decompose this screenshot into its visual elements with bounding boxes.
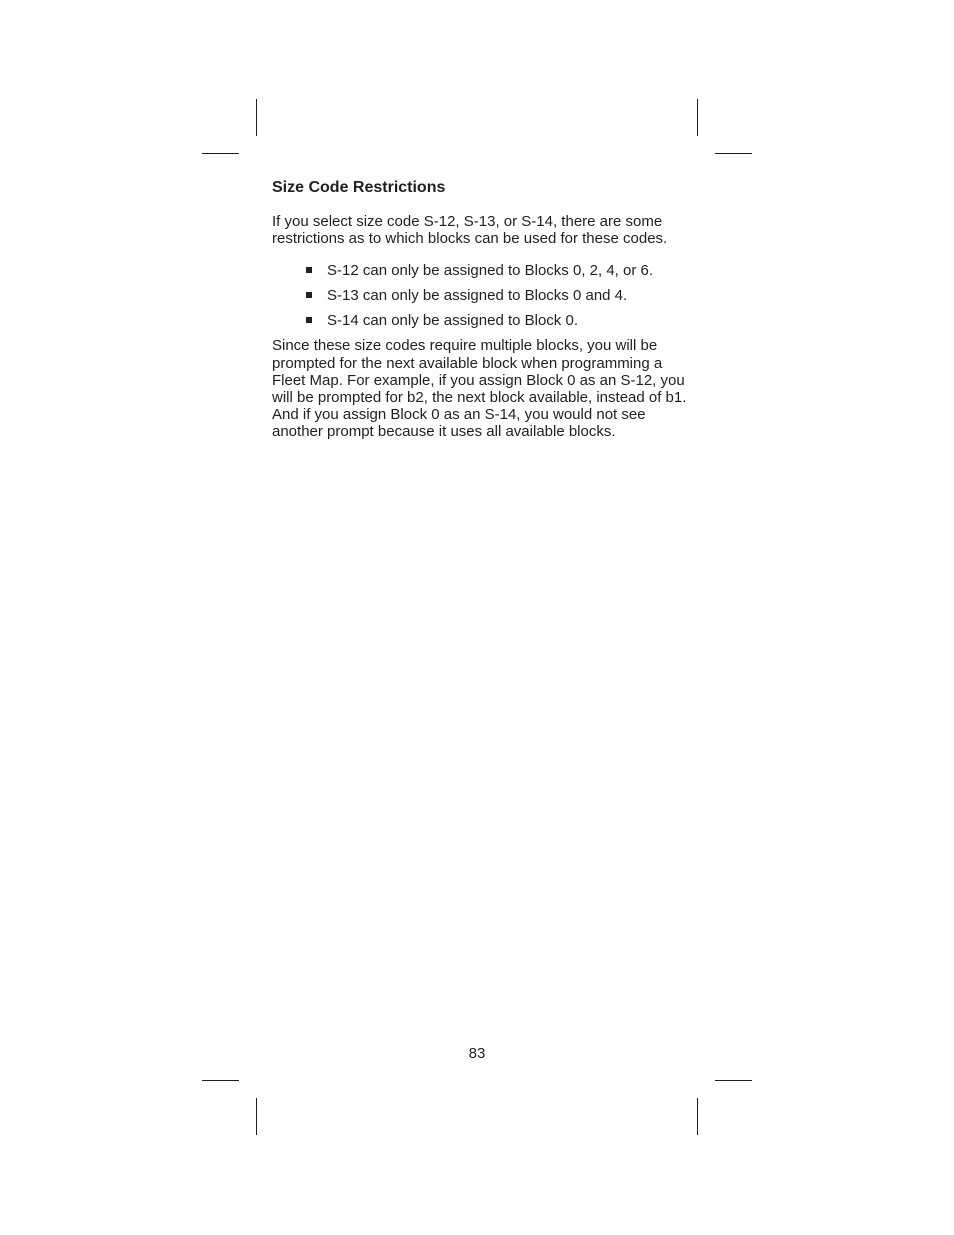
section-heading: Size Code Restrictions [272,179,446,196]
square-bullet-icon [306,317,312,323]
crop-mark-bottom-right-vertical [697,1098,698,1135]
restriction-list [272,262,692,329]
list-item [272,262,692,279]
square-bullet-icon [306,292,312,298]
page-content [272,178,692,441]
list-item-text: S-13 can only be assigned to Blocks 0 and 4. [327,287,628,305]
crop-mark-top-right-vertical [697,99,698,136]
intro-paragraph: If you select size code S-12, S-13, or S-14, there are some restrictions as to which blocks can be used for these codes. [272,213,668,248]
crop-mark-top-left-vertical [256,99,257,136]
crop-mark-bottom-right-horizontal [715,1080,752,1081]
list-item [272,287,692,304]
list-item-text: S-14 can only be assigned to Block 0. [327,312,578,330]
square-bullet-icon [306,267,312,273]
page-number: 83 [468,1045,486,1062]
list-item-text: S-12 can only be assigned to Blocks 0, 2, 4, or 6. [327,262,654,280]
crop-mark-bottom-left-vertical [256,1098,257,1135]
crop-mark-bottom-left-horizontal [202,1080,239,1081]
closing-paragraph: Since these size codes require multiple blocks, you will be prompted for the next available block when programming a Fleet Map. For example, if you assign Block 0 as an S-12, you will be prompted for b2, the next block available, instead of b1. And if you assign Block 0 as an S-14, you would not see another prompt because it uses all available blocks. [272,337,687,441]
crop-mark-top-right-horizontal [715,153,752,154]
crop-mark-top-left-horizontal [202,153,239,154]
list-item [272,312,692,329]
